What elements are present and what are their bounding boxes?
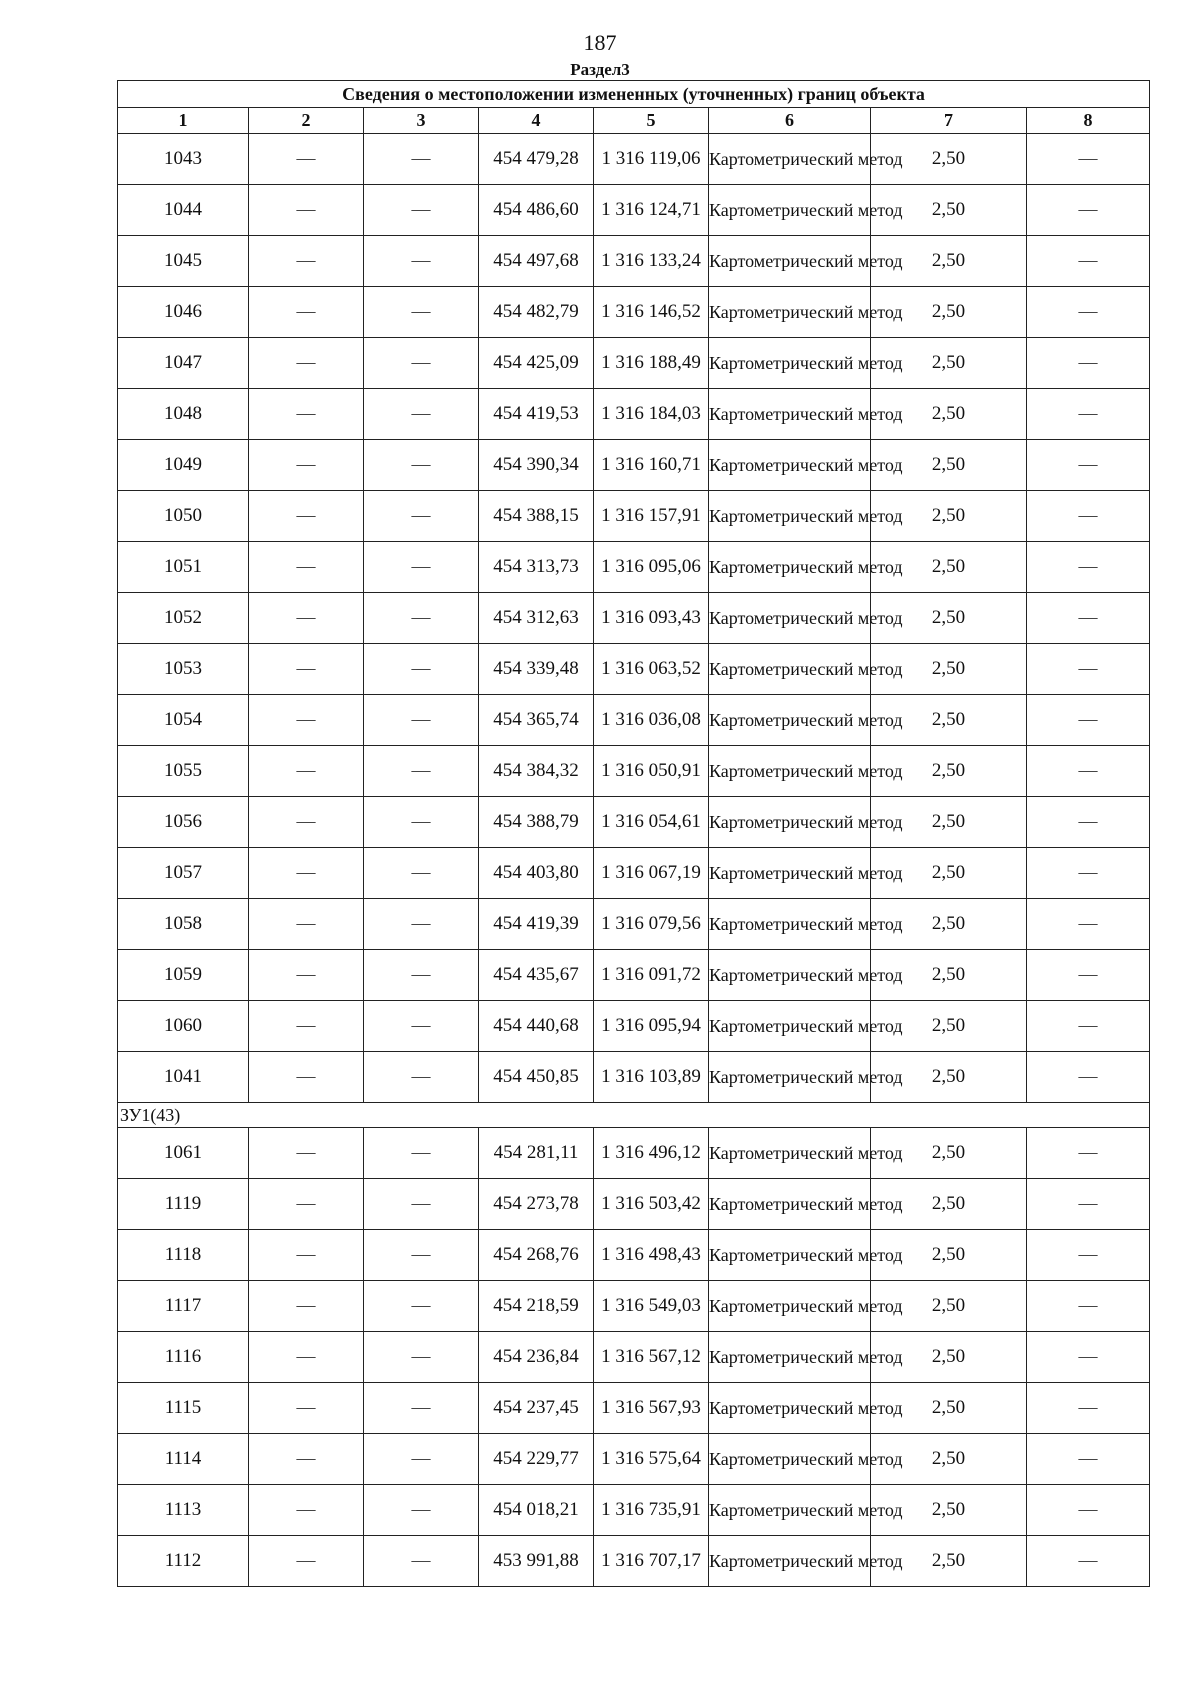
method-cell: Картометрический метод [709,1230,871,1281]
boundary-coordinates-table [117,80,1150,1587]
y-coordinate-cell: 1 316 157,91 [594,491,709,542]
x-coordinate-cell: 454 403,80 [479,848,594,899]
accuracy-cell: 2,50 [871,236,1027,287]
table-row [118,899,1150,950]
x-coordinate-cell: 454 419,53 [479,389,594,440]
col8-cell: — [1027,338,1150,389]
y-coordinate-cell: 1 316 093,43 [594,593,709,644]
col3-cell: — [364,1052,479,1103]
col2-cell: — [249,746,364,797]
method-cell: Картометрический метод [709,1179,871,1230]
y-coordinate-cell: 1 316 146,52 [594,287,709,338]
col8-cell: — [1027,950,1150,1001]
x-coordinate-cell: 454 339,48 [479,644,594,695]
col8-cell: — [1027,593,1150,644]
point-number-cell: 1056 [118,797,249,848]
col8-cell: — [1027,491,1150,542]
col8-cell: — [1027,236,1150,287]
column-header: 6 [709,108,871,134]
col3-cell: — [364,1434,479,1485]
y-coordinate-cell: 1 316 124,71 [594,185,709,236]
col8-cell: — [1027,440,1150,491]
point-number-cell: 1112 [118,1536,249,1587]
col8-cell: — [1027,1332,1150,1383]
x-coordinate-cell: 454 312,63 [479,593,594,644]
method-cell: Картометрический метод [709,1001,871,1052]
point-number-cell: 1114 [118,1434,249,1485]
method-cell: Картометрический метод [709,185,871,236]
col8-cell: — [1027,287,1150,338]
method-cell: Картометрический метод [709,542,871,593]
col8-cell: — [1027,797,1150,848]
x-coordinate-cell: 454 237,45 [479,1383,594,1434]
column-header: 1 [118,108,249,134]
accuracy-cell: 2,50 [871,1434,1027,1485]
method-cell: Картометрический метод [709,287,871,338]
accuracy-cell: 2,50 [871,1052,1027,1103]
accuracy-cell: 2,50 [871,950,1027,1001]
col2-cell: — [249,287,364,338]
group-label: ЗУ1(43) [118,1103,1150,1128]
col3-cell: — [364,134,479,185]
y-coordinate-cell: 1 316 133,24 [594,236,709,287]
group-label-row [118,1103,1150,1128]
x-coordinate-cell: 454 218,59 [479,1281,594,1332]
accuracy-cell: 2,50 [871,389,1027,440]
table-row [118,848,1150,899]
x-coordinate-cell: 454 425,09 [479,338,594,389]
method-cell: Картометрический метод [709,950,871,1001]
accuracy-cell: 2,50 [871,1332,1027,1383]
method-cell: Картометрический метод [709,746,871,797]
column-header: 5 [594,108,709,134]
point-number-cell: 1117 [118,1281,249,1332]
y-coordinate-cell: 1 316 091,72 [594,950,709,1001]
y-coordinate-cell: 1 316 095,94 [594,1001,709,1052]
col2-cell: — [249,950,364,1001]
table-caption-row [118,81,1150,108]
col2-cell: — [249,542,364,593]
table-body [118,134,1150,1587]
col3-cell: — [364,440,479,491]
table-row [118,1230,1150,1281]
x-coordinate-cell: 454 440,68 [479,1001,594,1052]
y-coordinate-cell: 1 316 567,93 [594,1383,709,1434]
col2-cell: — [249,1536,364,1587]
col2-cell: — [249,1052,364,1103]
point-number-cell: 1115 [118,1383,249,1434]
col8-cell: — [1027,848,1150,899]
col2-cell: — [249,440,364,491]
accuracy-cell: 2,50 [871,440,1027,491]
col2-cell: — [249,1281,364,1332]
point-number-cell: 1057 [118,848,249,899]
x-coordinate-cell: 454 388,79 [479,797,594,848]
method-cell: Картометрический метод [709,338,871,389]
col2-cell: — [249,185,364,236]
table-row [118,644,1150,695]
table-caption: Сведения о местоположении измененных (уточненных) границ объекта [118,81,1150,108]
col8-cell: — [1027,1434,1150,1485]
accuracy-cell: 2,50 [871,1001,1027,1052]
col3-cell: — [364,797,479,848]
col8-cell: — [1027,1536,1150,1587]
x-coordinate-cell: 454 229,77 [479,1434,594,1485]
col2-cell: — [249,695,364,746]
col2-cell: — [249,593,364,644]
method-cell: Картометрический метод [709,848,871,899]
point-number-cell: 1060 [118,1001,249,1052]
method-cell: Картометрический метод [709,1485,871,1536]
x-coordinate-cell: 454 435,67 [479,950,594,1001]
method-cell: Картометрический метод [709,134,871,185]
col2-cell: — [249,1128,364,1179]
method-cell: Картометрический метод [709,1332,871,1383]
y-coordinate-cell: 1 316 567,12 [594,1332,709,1383]
table-row [118,950,1150,1001]
table-row [118,695,1150,746]
accuracy-cell: 2,50 [871,287,1027,338]
col8-cell: — [1027,1230,1150,1281]
x-coordinate-cell: 454 497,68 [479,236,594,287]
col2-cell: — [249,899,364,950]
table-row [118,1128,1150,1179]
col8-cell: — [1027,542,1150,593]
table-row [118,746,1150,797]
col2-cell: — [249,848,364,899]
col8-cell: — [1027,644,1150,695]
point-number-cell: 1054 [118,695,249,746]
table-row [118,236,1150,287]
method-cell: Картометрический метод [709,236,871,287]
accuracy-cell: 2,50 [871,134,1027,185]
col8-cell: — [1027,185,1150,236]
col2-cell: — [249,644,364,695]
col2-cell: — [249,389,364,440]
accuracy-cell: 2,50 [871,695,1027,746]
accuracy-cell: 2,50 [871,1128,1027,1179]
y-coordinate-cell: 1 316 054,61 [594,797,709,848]
method-cell: Картометрический метод [709,797,871,848]
x-coordinate-cell: 454 268,76 [479,1230,594,1281]
col3-cell: — [364,338,479,389]
accuracy-cell: 2,50 [871,644,1027,695]
point-number-cell: 1051 [118,542,249,593]
col2-cell: — [249,1485,364,1536]
table-row [118,491,1150,542]
table-row [118,1001,1150,1052]
col2-cell: — [249,338,364,389]
col3-cell: — [364,1001,479,1052]
table-row [118,1179,1150,1230]
col8-cell: — [1027,1179,1150,1230]
point-number-cell: 1044 [118,185,249,236]
method-cell: Картометрический метод [709,593,871,644]
method-cell: Картометрический метод [709,389,871,440]
x-coordinate-cell: 454 273,78 [479,1179,594,1230]
col3-cell: — [364,542,479,593]
col3-cell: — [364,1536,479,1587]
col8-cell: — [1027,695,1150,746]
col3-cell: — [364,1332,479,1383]
table-row [118,1536,1150,1587]
point-number-cell: 1045 [118,236,249,287]
accuracy-cell: 2,50 [871,797,1027,848]
point-number-cell: 1113 [118,1485,249,1536]
x-coordinate-cell: 454 281,11 [479,1128,594,1179]
accuracy-cell: 2,50 [871,1230,1027,1281]
accuracy-cell: 2,50 [871,593,1027,644]
accuracy-cell: 2,50 [871,1281,1027,1332]
col2-cell: — [249,1179,364,1230]
y-coordinate-cell: 1 316 067,19 [594,848,709,899]
accuracy-cell: 2,50 [871,848,1027,899]
y-coordinate-cell: 1 316 103,89 [594,1052,709,1103]
table-row [118,1434,1150,1485]
x-coordinate-cell: 454 419,39 [479,899,594,950]
table-row [118,1383,1150,1434]
col3-cell: — [364,185,479,236]
col2-cell: — [249,1230,364,1281]
page-number: 187 [583,30,617,55]
column-header: 3 [364,108,479,134]
col2-cell: — [249,236,364,287]
col2-cell: — [249,1383,364,1434]
column-header: 7 [871,108,1027,134]
col3-cell: — [364,1485,479,1536]
col8-cell: — [1027,746,1150,797]
point-number-cell: 1116 [118,1332,249,1383]
point-number-cell: 1053 [118,644,249,695]
col3-cell: — [364,644,479,695]
col3-cell: — [364,1281,479,1332]
point-number-cell: 1046 [118,287,249,338]
col3-cell: — [364,491,479,542]
point-number-cell: 1055 [118,746,249,797]
x-coordinate-cell: 454 384,32 [479,746,594,797]
table-row [118,389,1150,440]
col2-cell: — [249,134,364,185]
col3-cell: — [364,746,479,797]
table-row [118,1052,1150,1103]
method-cell: Картометрический метод [709,899,871,950]
col2-cell: — [249,1001,364,1052]
method-cell: Картометрический метод [709,1383,871,1434]
accuracy-cell: 2,50 [871,899,1027,950]
x-coordinate-cell: 454 486,60 [479,185,594,236]
point-number-cell: 1047 [118,338,249,389]
point-number-cell: 1048 [118,389,249,440]
y-coordinate-cell: 1 316 735,91 [594,1485,709,1536]
table-row [118,593,1150,644]
y-coordinate-cell: 1 316 050,91 [594,746,709,797]
table-row [118,542,1150,593]
table-row [118,134,1150,185]
column-header: 2 [249,108,364,134]
point-number-cell: 1061 [118,1128,249,1179]
y-coordinate-cell: 1 316 549,03 [594,1281,709,1332]
col8-cell: — [1027,1281,1150,1332]
point-number-cell: 1043 [118,134,249,185]
table-row [118,1281,1150,1332]
accuracy-cell: 2,50 [871,1485,1027,1536]
point-number-cell: 1052 [118,593,249,644]
point-number-cell: 1049 [118,440,249,491]
y-coordinate-cell: 1 316 188,49 [594,338,709,389]
table-row [118,185,1150,236]
col3-cell: — [364,848,479,899]
col8-cell: — [1027,1128,1150,1179]
accuracy-cell: 2,50 [871,338,1027,389]
method-cell: Картометрический метод [709,1281,871,1332]
method-cell: Картометрический метод [709,1052,871,1103]
y-coordinate-cell: 1 316 036,08 [594,695,709,746]
col3-cell: — [364,593,479,644]
method-cell: Картометрический метод [709,1128,871,1179]
point-number-cell: 1050 [118,491,249,542]
x-coordinate-cell: 454 365,74 [479,695,594,746]
accuracy-cell: 2,50 [871,1536,1027,1587]
accuracy-cell: 2,50 [871,542,1027,593]
accuracy-cell: 2,50 [871,491,1027,542]
x-coordinate-cell: 454 388,15 [479,491,594,542]
table-row [118,338,1150,389]
col8-cell: — [1027,134,1150,185]
y-coordinate-cell: 1 316 079,56 [594,899,709,950]
y-coordinate-cell: 1 316 184,03 [594,389,709,440]
accuracy-cell: 2,50 [871,1383,1027,1434]
method-cell: Картометрический метод [709,644,871,695]
method-cell: Картометрический метод [709,440,871,491]
y-coordinate-cell: 1 316 496,12 [594,1128,709,1179]
col2-cell: — [249,491,364,542]
col2-cell: — [249,1434,364,1485]
col8-cell: — [1027,899,1150,950]
y-coordinate-cell: 1 316 575,64 [594,1434,709,1485]
col2-cell: — [249,1332,364,1383]
table-row [118,287,1150,338]
x-coordinate-cell: 454 018,21 [479,1485,594,1536]
method-cell: Картометрический метод [709,695,871,746]
col3-cell: — [364,1383,479,1434]
x-coordinate-cell: 454 482,79 [479,287,594,338]
col3-cell: — [364,236,479,287]
y-coordinate-cell: 1 316 095,06 [594,542,709,593]
column-header-row [118,108,1150,134]
table-row [118,797,1150,848]
y-coordinate-cell: 1 316 119,06 [594,134,709,185]
x-coordinate-cell: 454 390,34 [479,440,594,491]
method-cell: Картометрический метод [709,1536,871,1587]
table-row [118,440,1150,491]
col3-cell: — [364,1179,479,1230]
column-header: 4 [479,108,594,134]
col3-cell: — [364,950,479,1001]
col3-cell: — [364,695,479,746]
col8-cell: — [1027,1383,1150,1434]
accuracy-cell: 2,50 [871,185,1027,236]
x-coordinate-cell: 454 450,85 [479,1052,594,1103]
accuracy-cell: 2,50 [871,746,1027,797]
method-cell: Картометрический метод [709,1434,871,1485]
col3-cell: — [364,1128,479,1179]
method-cell: Картометрический метод [709,491,871,542]
y-coordinate-cell: 1 316 063,52 [594,644,709,695]
col2-cell: — [249,797,364,848]
point-number-cell: 1119 [118,1179,249,1230]
x-coordinate-cell: 454 313,73 [479,542,594,593]
section-title: Раздел3 [570,60,630,79]
point-number-cell: 1058 [118,899,249,950]
col8-cell: — [1027,1052,1150,1103]
point-number-cell: 1041 [118,1052,249,1103]
x-coordinate-cell: 453 991,88 [479,1536,594,1587]
col8-cell: — [1027,1001,1150,1052]
x-coordinate-cell: 454 479,28 [479,134,594,185]
y-coordinate-cell: 1 316 707,17 [594,1536,709,1587]
col3-cell: — [364,287,479,338]
accuracy-cell: 2,50 [871,1179,1027,1230]
table-row [118,1485,1150,1536]
col3-cell: — [364,1230,479,1281]
x-coordinate-cell: 454 236,84 [479,1332,594,1383]
col8-cell: — [1027,1485,1150,1536]
point-number-cell: 1118 [118,1230,249,1281]
col3-cell: — [364,899,479,950]
point-number-cell: 1059 [118,950,249,1001]
col8-cell: — [1027,389,1150,440]
y-coordinate-cell: 1 316 503,42 [594,1179,709,1230]
table-row [118,1332,1150,1383]
y-coordinate-cell: 1 316 498,43 [594,1230,709,1281]
col3-cell: — [364,389,479,440]
column-header: 8 [1027,108,1150,134]
y-coordinate-cell: 1 316 160,71 [594,440,709,491]
